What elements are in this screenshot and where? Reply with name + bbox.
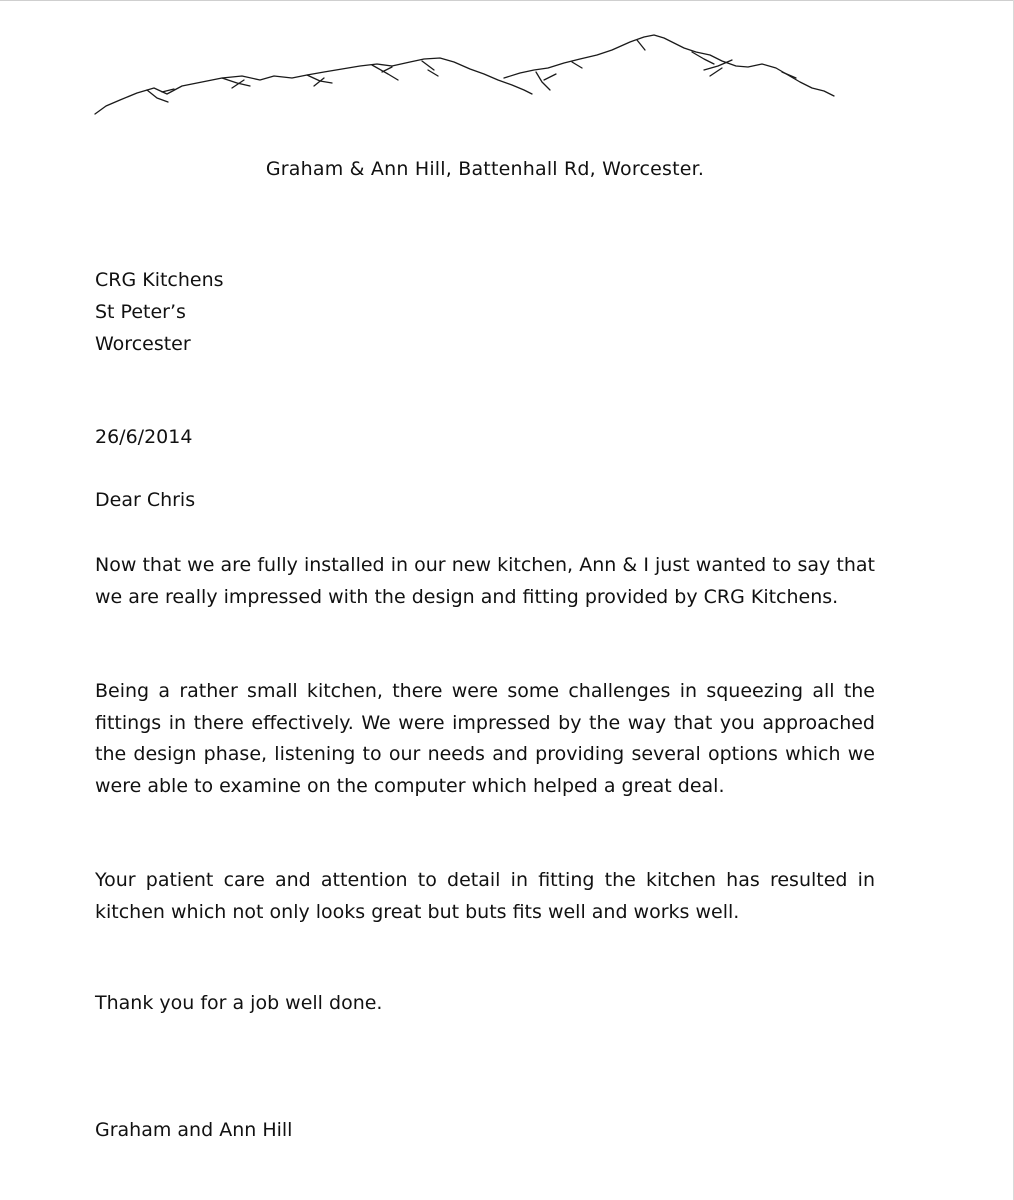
letter-closing-line: Thank you for a job well done. <box>95 992 383 1014</box>
letter-signature: Graham and Ann Hill <box>95 1119 293 1141</box>
recipient-line-city: Worcester <box>95 333 191 355</box>
letter-salutation: Dear Chris <box>95 489 196 511</box>
page-top-edge <box>0 0 1014 1</box>
body-paragraph-2: Being a rather small kitchen, there were some challenges in squeezing all the fittings in there effectively. We were impressed by the way that you approached the design phase, listening to our needs and providing several options which we were able to examine on the computer which helped a great deal. <box>95 680 875 797</box>
recipient-line-company: CRG Kitchens <box>95 269 224 291</box>
body-paragraph-1: Now that we are fully installed in our new kitchen, Ann & I just wanted to say that we are really impressed with the design and fitting provided by CRG Kitchens. <box>95 554 875 608</box>
body-paragraph-3: Your patient care and attention to detail in fitting the kitchen has resulted in kitchen which not only looks great but buts fits well and works well. <box>95 869 875 923</box>
letterhead-sender-line: Graham & Ann Hill, Battenhall Rd, Worcester. <box>265 158 705 180</box>
mountain-range-sketch <box>92 28 842 128</box>
recipient-line-street: St Peter’s <box>95 301 186 323</box>
letter-date: 26/6/2014 <box>95 426 193 448</box>
